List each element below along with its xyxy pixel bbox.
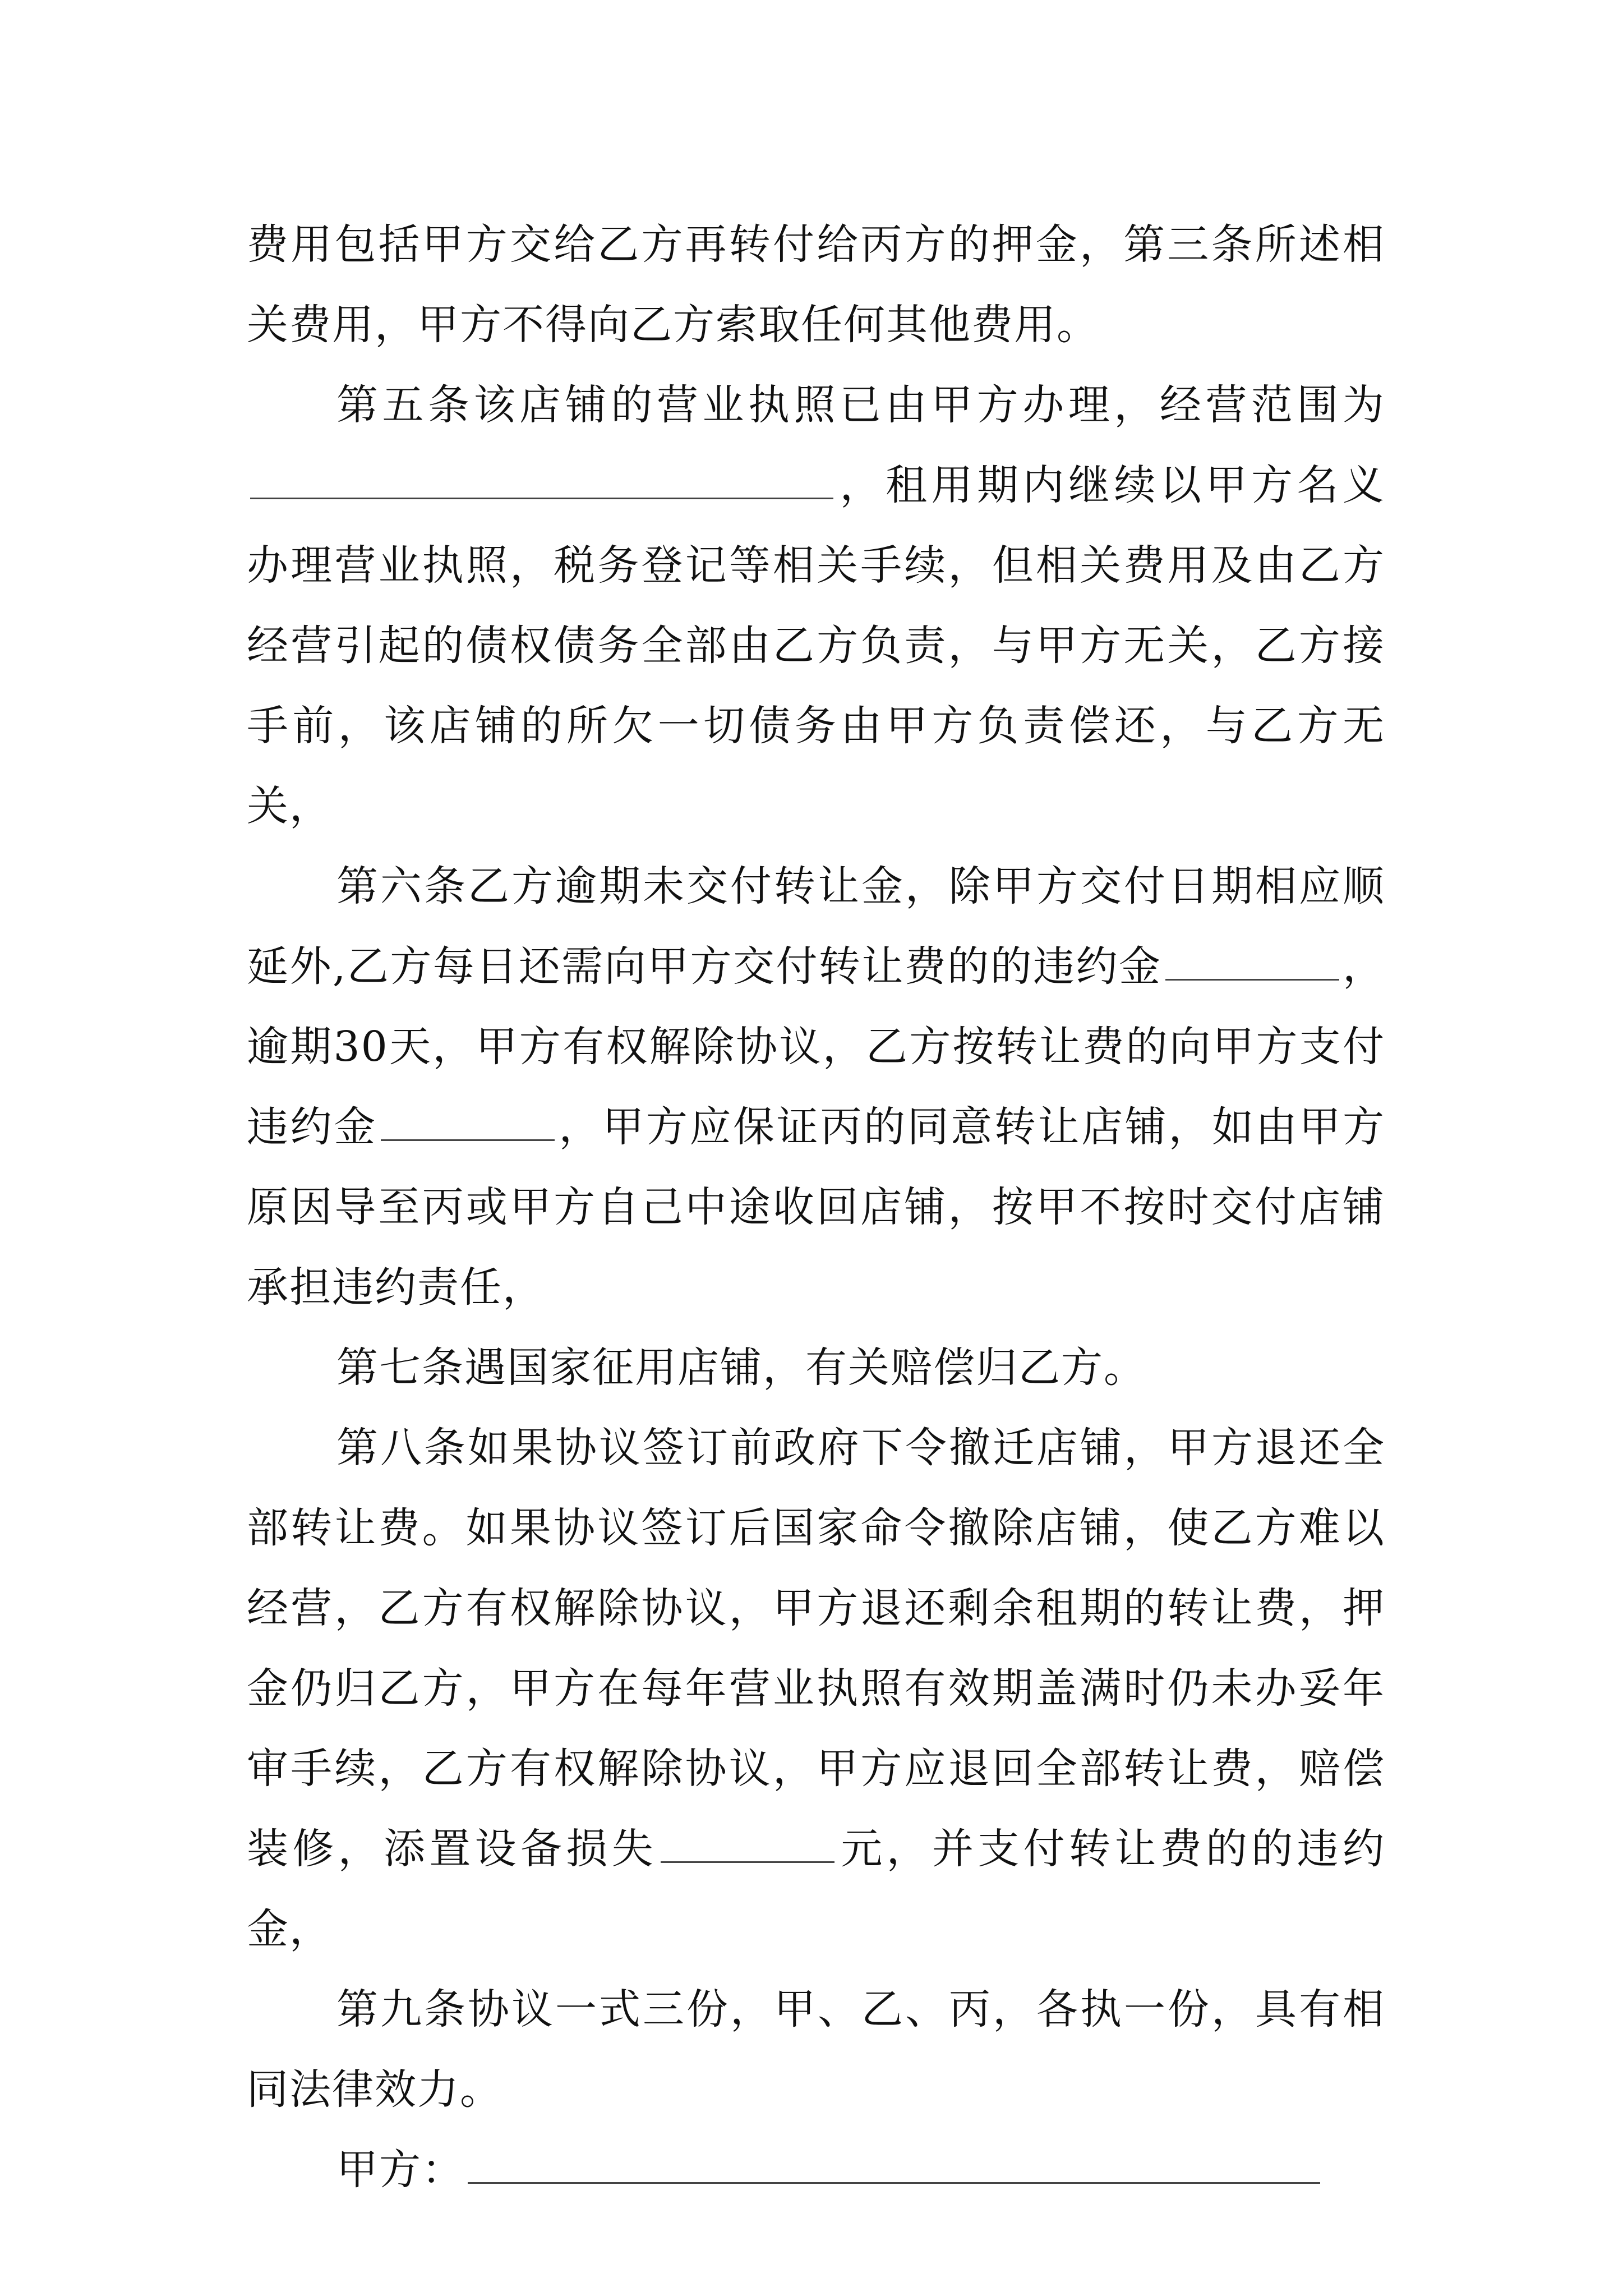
paragraph-text: 第六条乙方逾期未交付转让金，除甲方交付日期相应顺延外,乙方每日还需向甲方交付转让费的的违约金 bbox=[247, 862, 1385, 991]
paragraph-text: ，租用期内继续以甲方名义办理营业执照，税务登记等相关手续，但相关费用及由乙方经营引起的债权债务全部由乙方负责，与甲方无关，乙方接手前，该店铺的所欠一切债务由甲方负责偿还，与乙方无关， bbox=[247, 461, 1385, 830]
paragraph-article-6 bbox=[247, 846, 1385, 1328]
paragraph-text: ，甲方应保证丙的同意转让店铺，如由甲方原因导至丙或甲方自己中途收回店铺，按甲不按时交付店铺承担违约责任， bbox=[247, 1103, 1386, 1312]
signature-label: 甲方： bbox=[336, 2146, 464, 2194]
equipment-loss-blank bbox=[661, 1828, 834, 1863]
paragraph-text: 第七条遇国家征用店铺，有关赔偿归乙方。 bbox=[336, 1343, 1146, 1392]
document-body bbox=[247, 205, 1385, 2210]
signature-line-party-a bbox=[247, 2130, 1385, 2210]
paragraph-article-5 bbox=[247, 365, 1385, 846]
paragraph-continuation bbox=[247, 205, 1385, 365]
daily-penalty-blank bbox=[1165, 945, 1339, 981]
party-a-signature-blank bbox=[468, 2148, 1320, 2184]
paragraph-text: 第五条该店铺的营业执照已由甲方办理，经营范围为 bbox=[336, 381, 1385, 429]
paragraph-article-7 bbox=[247, 1328, 1385, 1408]
penalty-amount-blank bbox=[381, 1106, 555, 1141]
paragraph-text: 元，并支付转让费的的违约金， bbox=[247, 1825, 1385, 1953]
business-scope-blank bbox=[250, 464, 833, 499]
paragraph-article-9 bbox=[247, 1970, 1385, 2130]
paragraph-article-8 bbox=[247, 1408, 1385, 1970]
paragraph-text: 第八条如果协议签订前政府下令撤迁店铺，甲方退还全部转让费。如果协议签订后国家命令撤除店铺，使乙方难以经营，乙方有权解除协议，甲方退还剩余租期的转让费，押金仍归乙方，甲方在每年营业执照有效期盖满时仍未办妥年审手续，乙方有权解除协议，甲方应退回全部转让费，赔偿装修，添置设备损失 bbox=[247, 1424, 1385, 1873]
paragraph-text: 第九条协议一式三份，甲、乙、丙，各执一份，具有相同法律效力。 bbox=[247, 1985, 1385, 2114]
paragraph-text: ，逾期30天，甲方有权解除协议，乙方按转让费的向甲方支付违约金 bbox=[247, 942, 1386, 1151]
paragraph-text: 费用包括甲方交给乙方再转付给丙方的押金，第三条所述相关费用，甲方不得向乙方索取任何其他费用。 bbox=[247, 220, 1385, 349]
